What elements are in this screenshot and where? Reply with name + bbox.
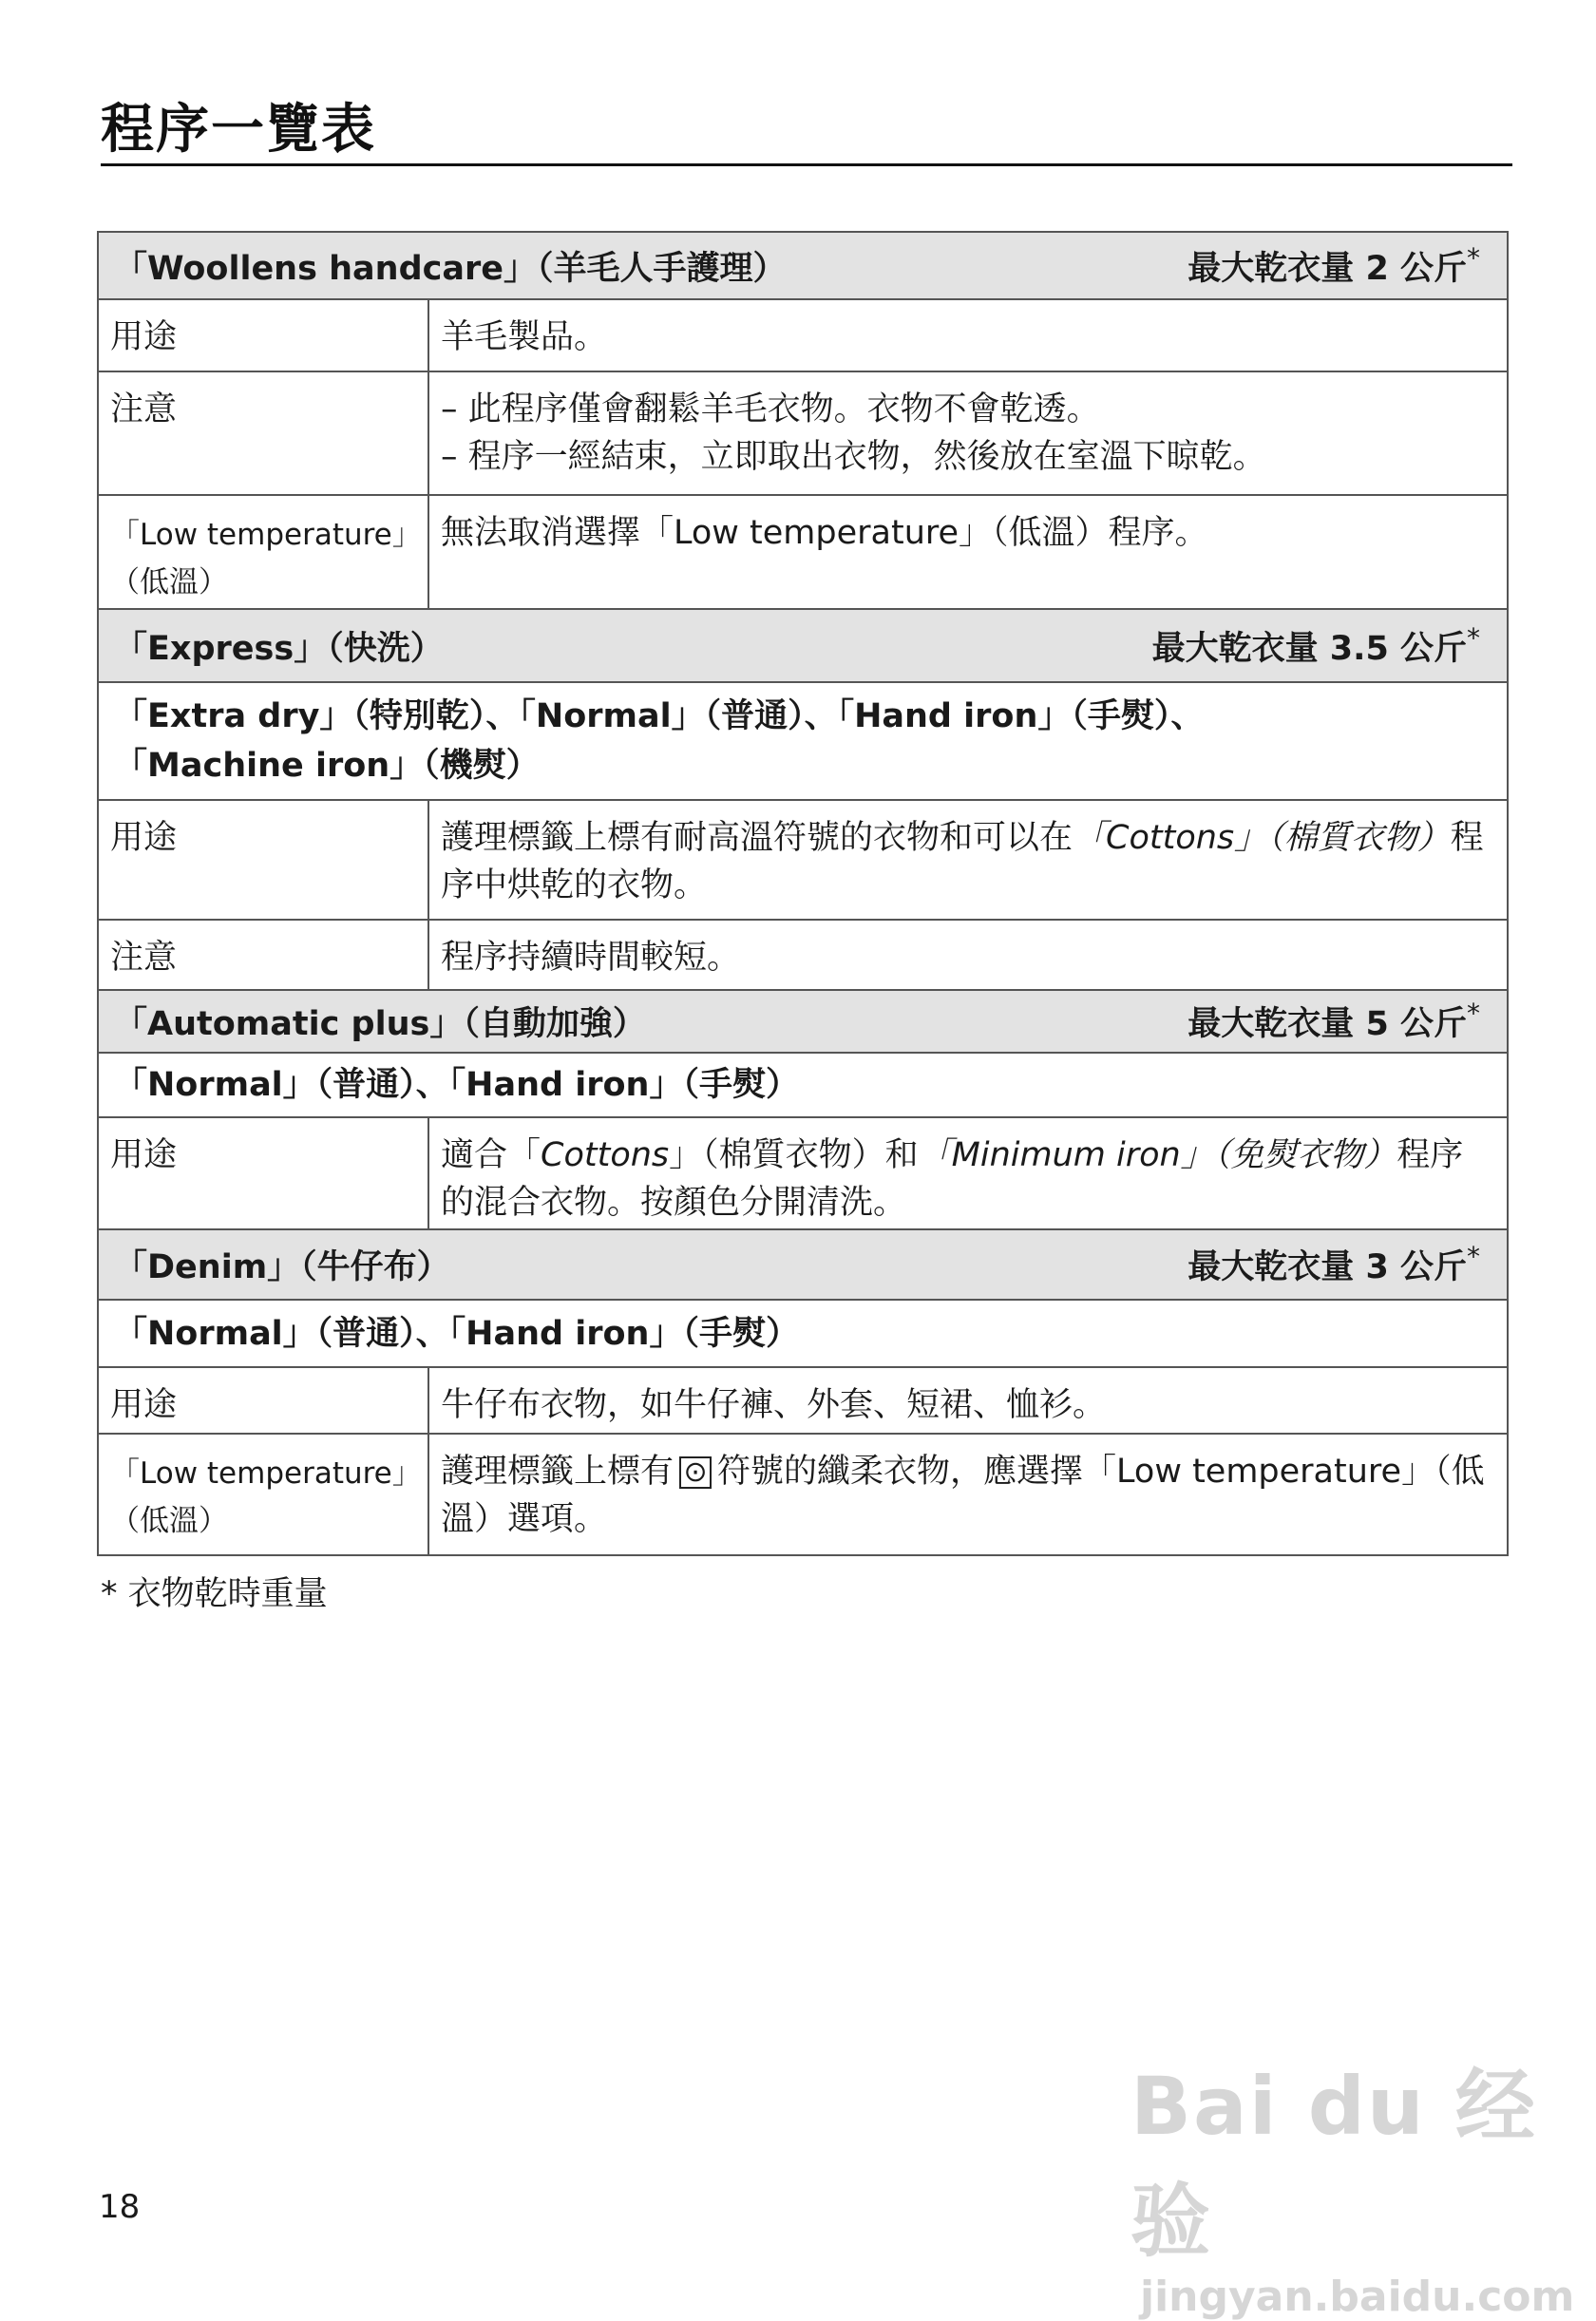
title-divider: [101, 163, 1512, 166]
row-label: 用途: [99, 1368, 429, 1433]
section-options: [99, 1301, 1507, 1368]
section-options: [99, 683, 1507, 801]
page-title: 程序一覽表: [101, 99, 376, 161]
row-label: 用途: [99, 300, 429, 371]
option-line: 「Normal」（普通）、「Hand iron」（手熨）: [114, 1314, 799, 1353]
page-number: 18: [99, 2188, 141, 2226]
row-label: 「Low temperature」（低溫）: [99, 496, 429, 608]
table-row: [99, 921, 1507, 991]
watermark-url: jingyan.baidu.com: [1140, 2273, 1575, 2321]
row-text: 程序持續時間較短。: [441, 939, 741, 977]
option-line: 「Machine iron」（機熨）: [114, 747, 540, 785]
table-row: [99, 372, 1507, 496]
table-row: [99, 300, 1507, 372]
row-text: 羊毛製品。: [441, 318, 608, 356]
row-text: 適合「Cottons」（棉質衣物）和「Minimum iron」（免熨衣物）程序的混合衣物。按顏色分開清洗。: [441, 1136, 1464, 1222]
option-line: 「Extra dry」（特別乾）、「Normal」（普通）、「Hand iron」（手熨）、: [114, 697, 1205, 735]
section-title: 「Denim」（牛仔布）: [114, 1248, 450, 1286]
option-line: 「Normal」（普通）、「Hand iron」（手熨）: [114, 1066, 799, 1104]
section-title: 「Woollens handcare」（羊毛人手護理）: [114, 249, 787, 288]
section-capacity: 最大乾衣量 3.5 公斤*: [1151, 621, 1480, 668]
note-line: – 此程序僅會翻鬆羊毛衣物。衣物不會乾透。: [441, 390, 1100, 428]
section-title: 「Express」（快洗）: [114, 629, 444, 668]
note-line: – 程序一經結束，立即取出衣物，然後放在室溫下晾乾。: [441, 438, 1266, 476]
table-row: [99, 496, 1507, 610]
row-text: 護理標籤上標有 ⊙ 符號的纖柔衣物，應選擇「Low temperature」（低溫）選項。: [441, 1453, 1485, 1538]
section-header-denim: [99, 1230, 1507, 1301]
row-label: 用途: [99, 1118, 429, 1228]
section-header-express: [99, 610, 1507, 683]
section-header-woollens: [99, 233, 1507, 300]
row-text: 無法取消選擇「Low temperature」（低溫）程序。: [441, 514, 1208, 552]
section-capacity: 最大乾衣量 2 公斤*: [1188, 241, 1480, 288]
row-text: 護理標籤上標有耐高溫符號的衣物和可以在「Cottons」（棉質衣物）程序中烘乾的衣物。: [441, 819, 1484, 904]
row-label: 注意: [99, 921, 429, 989]
table-row: [99, 1118, 1507, 1230]
row-label: 「Low temperature」（低溫）: [99, 1435, 429, 1554]
row-text: [429, 372, 1507, 494]
section-capacity: 最大乾衣量 5 公斤*: [1188, 998, 1480, 1043]
dryer-symbol-icon: ⊙: [679, 1456, 712, 1489]
row-label: 注意: [99, 372, 429, 494]
section-options: [99, 1054, 1507, 1118]
watermark-brand: Bai du 经验: [1130, 2060, 1537, 2268]
program-table: [97, 231, 1509, 1556]
section-capacity: 最大乾衣量 3 公斤*: [1188, 1241, 1480, 1286]
footnote: * 衣物乾時重量: [101, 1575, 328, 1613]
section-title: 「Automatic plus」（自動加強）: [114, 1005, 646, 1043]
row-text: 牛仔布衣物，如牛仔褲、外套、短裙、恤衫。: [441, 1386, 1107, 1424]
section-header-automatic-plus: [99, 991, 1507, 1054]
table-row: [99, 801, 1507, 921]
row-label: 用途: [99, 801, 429, 919]
baidu-watermark: [1130, 2043, 1596, 2321]
table-row: [99, 1435, 1507, 1556]
table-row: [99, 1368, 1507, 1435]
